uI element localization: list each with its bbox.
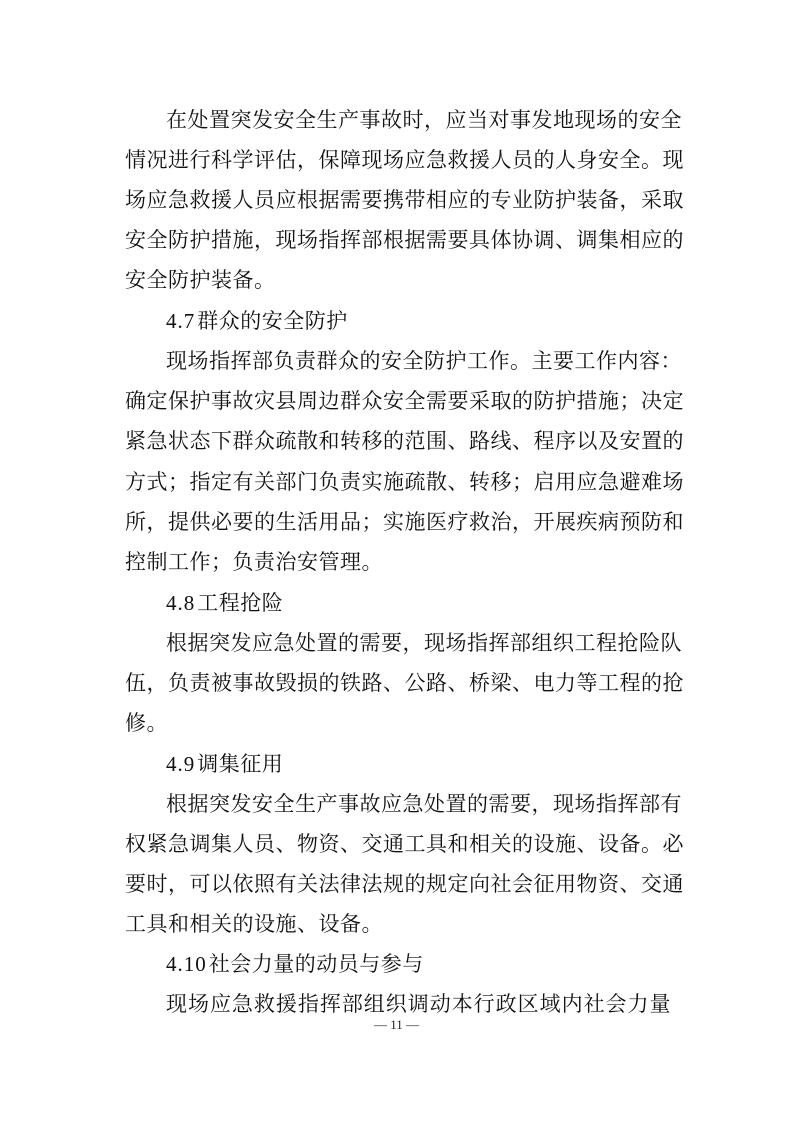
section-title: 群众的安全防护	[197, 309, 348, 333]
paragraph-line: 方式；指定有关部门负责实施疏散、转移；启用应急避难场	[125, 470, 684, 494]
paragraph-line: 在处置突发安全生产事故时，应当对事发地现场的安全	[166, 108, 682, 132]
section-number: 4.7	[166, 309, 196, 333]
paragraph-line: 控制工作；负责治安管理。	[125, 550, 383, 574]
paragraph-line: 根据突发安全生产事故应急处置的需要，现场指挥部有	[166, 792, 682, 816]
section-heading-4-9	[166, 744, 283, 784]
paragraph-line: 情况进行科学评估，保障现场应急救援人员的人身安全。现	[125, 148, 684, 172]
paragraph-line: 根据突发应急处置的需要，现场指挥部组织工程抢险队	[166, 631, 682, 655]
paragraph-line: 场应急救援人员应根据需要携带相应的专业防护装备，采取	[125, 188, 684, 212]
section-title: 社会力量的动员与参与	[208, 952, 424, 976]
paragraph-line: 紧急状态下群众疏散和转移的范围、路线、程序以及安置的	[125, 429, 684, 453]
paragraph-line: 要时，可以依照有关法律法规的规定向社会征用物资、交通	[125, 872, 684, 896]
page-number: — 11 —	[373, 1017, 420, 1032]
section-title: 工程抢险	[197, 591, 284, 615]
paragraph-line: 确定保护事故灾县周边群众安全需要采取的防护措施；决定	[125, 389, 684, 413]
section-number: 4.8	[166, 591, 196, 615]
section-number: 4.10	[166, 952, 207, 976]
paragraph-line: 所，提供必要的生活用品；实施医疗救治，开展疾病预防和	[125, 510, 684, 534]
paragraph-line: 修。	[125, 711, 168, 735]
section-title: 调集征用	[197, 752, 284, 776]
paragraph-line: 现场指挥部负责群众的安全防护工作。主要工作内容：	[166, 349, 682, 373]
paragraph-line: 伍，负责被事故毁损的铁路、公路、桥梁、电力等工程的抢	[125, 671, 684, 695]
section-heading-4-10	[166, 944, 424, 984]
paragraph-line: 安全防护装备。	[125, 268, 276, 292]
paragraph-line: 现场应急救援指挥部组织调动本行政区域内社会力量	[166, 992, 671, 1016]
section-heading-4-7	[166, 301, 348, 341]
section-number: 4.9	[166, 752, 196, 776]
paragraph-line: 权紧急调集人员、物资、交通工具和相关的设施、设备。必	[125, 832, 684, 856]
paragraph-line: 安全防护措施，现场指挥部根据需要具体协调、调集相应的	[125, 228, 684, 252]
section-heading-4-8	[166, 583, 283, 623]
paragraph-line: 工具和相关的设施、设备。	[125, 912, 383, 936]
